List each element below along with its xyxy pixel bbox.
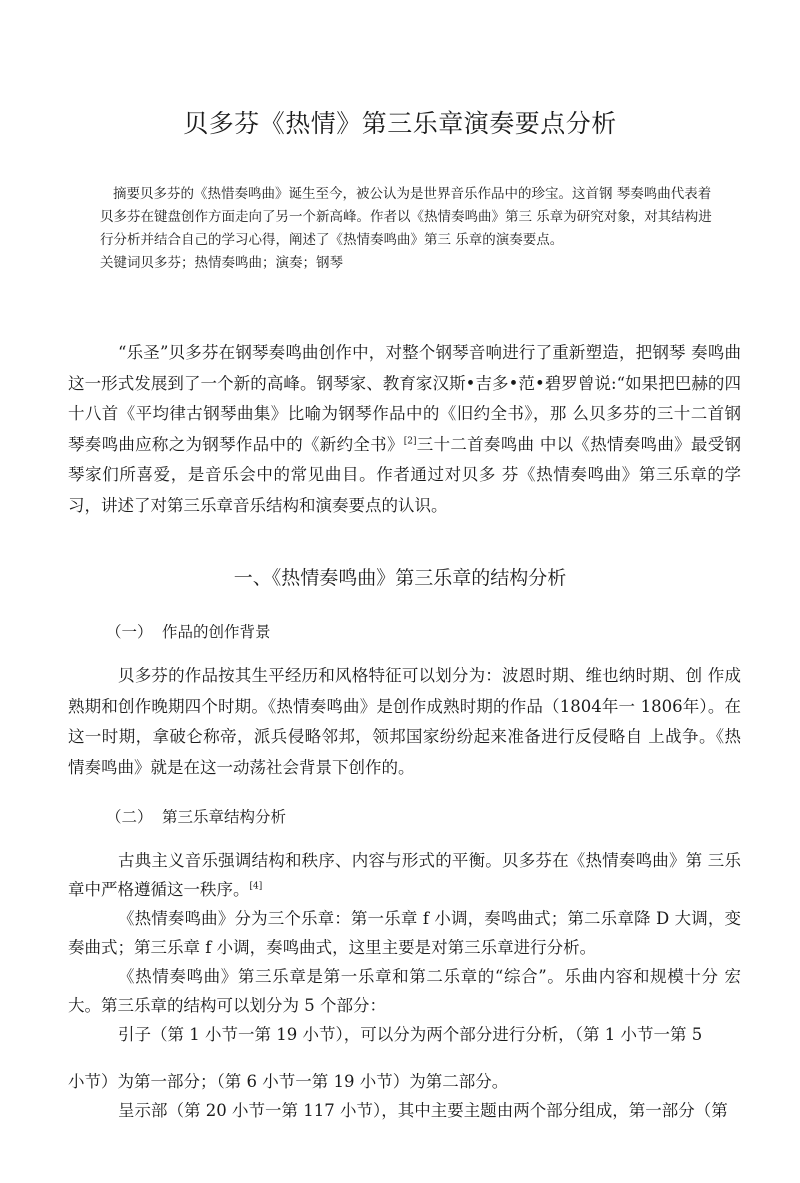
subsection-title: 第三乐章结构分析 [162, 808, 287, 826]
paragraph: 小节）为第一部分；（第 6 小节一第 19 小节）为第二部分。 [68, 1072, 509, 1091]
paragraph: 呈示部（第 20 小节一第 117 小节），其中主要主题由两个部分组成，第一部分（第 [118, 1101, 728, 1120]
subsection-heading-1 [106, 620, 271, 642]
keywords-text: 贝多芬；热情奏鸣曲；演奏；钢琴 [140, 255, 343, 271]
paragraph-text: 古典主义音乐强调结构和秩序、内容与形式的平衡。贝多芬在《热情奏鸣曲》第 三乐章中严格遵循这一秩序。 [68, 851, 741, 899]
subsection-number: （一） [106, 623, 153, 641]
intro-paragraph [68, 338, 741, 521]
page-title: 贝多芬《热情》第三乐章演奏要点分析 [183, 109, 617, 138]
section-heading: 一、《热情奏鸣曲》第三乐章的结构分析 [233, 567, 567, 589]
paragraph: 引子（第 1 小节一第 19 小节），可以分为两个部分进行分析，（第 1 小节一第 5 [118, 1025, 703, 1044]
abstract [100, 183, 712, 275]
paragraph: 《热情奏鸣曲》分为三个乐章：第一乐章 f 小调，奏鸣曲式；第二乐章降 D 大调，变奏曲式；第三乐章 f 小调，奏鸣曲式，这里主要是对第三乐章进行分析。 [68, 909, 741, 957]
keywords-label: 关键词 [100, 255, 141, 271]
intro-section [68, 338, 741, 521]
subsection-number: （二） [106, 808, 153, 826]
paragraph: 《热情奏鸣曲》第三乐章是第一乐章和第二乐章的“综合”。乐曲内容和规模十分 宏大。第三乐章的结构可以划分为 5 个部分： [68, 967, 741, 1015]
keywords [100, 252, 712, 275]
paragraph [68, 846, 741, 904]
subsection-2-body [68, 846, 741, 1125]
subsection-1-body [68, 661, 741, 783]
citation: [2] [403, 436, 417, 446]
subsection-heading-2 [106, 805, 286, 827]
subsection-title: 作品的创作背景 [162, 623, 271, 641]
intro-text-part1: “乐圣”贝多芬在钢琴奏鸣曲创作中，对整个钢琴音响进行了重新塑造，把钢琴 奏鸣曲这一形式发展到了一个新的高峰。钢琴家、教育家汉斯•吉多•范•碧罗曾说:“如果把巴赫的四十八首《平均律古钢琴曲集》比喻为钢琴作品中的《旧约全书》，那 么贝多芬的三十二首钢琴奏鸣曲应称之为钢琴作品中的《新约全书》 [68, 343, 741, 454]
abstract-text: 摘要贝多芬的《热惜奏鸣曲》诞生至今，被公认为是世界音乐作品中的珍宝。这首钢 琴奏鸣曲代表着贝多芬在键盘创作方面走向了另一个新高峰。作者以《热情奏鸣曲》第三 乐章为研究对象，对其结构进行分析并结合自己的学习心得，阐述了《热情奏鸣曲》第三 乐章的演奏要点。 [100, 186, 712, 248]
intro-text-part2: 三十二首奏鸣曲 中以《热情奏鸣曲》最受钢琴家们所喜爱，是音乐会中的常见曲目。作者通过对贝多 芬《热情奏鸣曲》第三乐章的学习，讲述了对第三乐章音乐结构和演奏要点的认识。 [68, 434, 741, 515]
paragraph: 贝多芬的作品按其生平经历和风格特征可以划分为：波恩时期、维也纳时期、创 作成熟期和创作晚期四个时期。《热情奏鸣曲》是创作成熟时期的作品（1804年一 1806年）。在这一时期，拿破仑称帝，派兵侵略邻邦，领邦国家纷纷起来准备进行反侵略自 上战争。《热情奏鸣曲》就是在这一动荡社会背景下创作的。 [68, 666, 741, 777]
citation: [4] [249, 881, 263, 892]
